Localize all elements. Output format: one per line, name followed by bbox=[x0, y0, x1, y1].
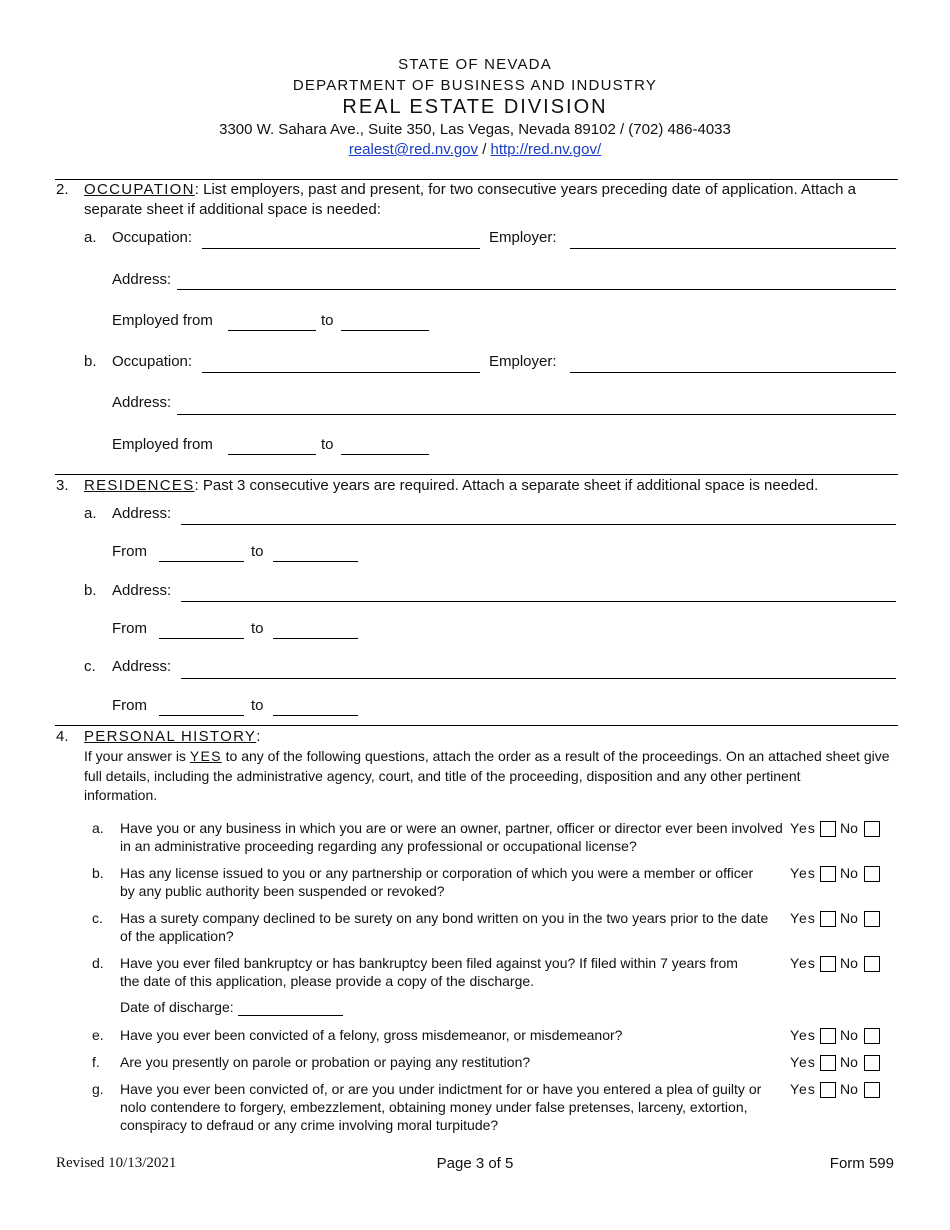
intro-text: If your answer is bbox=[84, 748, 190, 764]
question-text: Has any license issued to you or any partnership or corporation of which you were a member or officer bbox=[120, 865, 754, 881]
yes-checkbox[interactable] bbox=[820, 866, 836, 882]
occupation-b-employer-label: Employer: bbox=[489, 353, 557, 370]
residence-a-address-field[interactable] bbox=[181, 524, 896, 525]
no-label: No bbox=[840, 955, 858, 971]
yes-label: Yes bbox=[790, 1081, 816, 1097]
occupation-b-employer-field[interactable] bbox=[570, 372, 896, 373]
residence-b-to-label: to bbox=[251, 620, 264, 637]
residence-c-address-field[interactable] bbox=[181, 678, 896, 679]
section-divider bbox=[55, 725, 898, 726]
no-label: No bbox=[840, 865, 858, 881]
section-2-heading bbox=[84, 181, 856, 198]
residence-b-letter: b. bbox=[84, 582, 97, 599]
question-text: the date of this application, please provide a copy of the discharge. bbox=[120, 973, 535, 989]
question-letter: f. bbox=[92, 1054, 100, 1070]
no-checkbox[interactable] bbox=[864, 956, 880, 972]
no-label: No bbox=[840, 1081, 858, 1097]
header-links bbox=[0, 141, 950, 158]
no-label: No bbox=[840, 1027, 858, 1043]
no-label: No bbox=[840, 1054, 858, 1070]
residence-c-to-field[interactable] bbox=[273, 715, 358, 716]
residence-b-address-label: Address: bbox=[112, 582, 172, 599]
occupation-b-from-field[interactable] bbox=[228, 454, 316, 455]
residence-a-address-label: Address: bbox=[112, 505, 172, 522]
occupation-b-address-field[interactable] bbox=[177, 414, 896, 415]
date-of-discharge-field[interactable] bbox=[238, 1015, 343, 1016]
question-text: by any public authority been suspended or revoked? bbox=[120, 883, 445, 899]
residence-a-from-label: From bbox=[112, 543, 147, 560]
question-letter: a. bbox=[92, 820, 104, 836]
no-checkbox[interactable] bbox=[864, 1028, 880, 1044]
intro-text: to any of the following questions, attach the order as a result of the proceedings. On an attached sheet give bbox=[221, 748, 890, 764]
date-of-discharge-label: Date of discharge: bbox=[120, 999, 234, 1015]
footer-page: Page 3 of 5 bbox=[436, 1155, 514, 1172]
yes-checkbox[interactable] bbox=[820, 911, 836, 927]
section-divider bbox=[55, 179, 898, 180]
occupation-a-letter: a. bbox=[84, 229, 97, 246]
section-4-number: 4. bbox=[56, 728, 69, 745]
residence-a-to-label: to bbox=[251, 543, 264, 560]
personal-history-title: PERSONAL HISTORY bbox=[84, 728, 257, 745]
occupation-b-employed-from-label: Employed from bbox=[112, 436, 213, 453]
section-3-heading bbox=[84, 477, 818, 494]
personal-history-colon: : bbox=[256, 728, 261, 745]
question-text: in an administrative proceeding regarding any professional or occupational license? bbox=[120, 838, 637, 854]
occupation-b-occupation-field[interactable] bbox=[202, 372, 480, 373]
question-text: Have you ever been convicted of, or are you under indictment for or have you entered a plea of guilty or bbox=[120, 1081, 762, 1097]
email-link[interactable]: realest@red.nv.gov bbox=[348, 141, 479, 158]
residence-b-address-field[interactable] bbox=[181, 601, 896, 602]
yes-checkbox[interactable] bbox=[820, 956, 836, 972]
section-divider bbox=[55, 474, 898, 475]
occupation-a-occupation-label: Occupation: bbox=[112, 229, 193, 246]
no-checkbox[interactable] bbox=[864, 866, 880, 882]
occupation-a-to-field[interactable] bbox=[341, 330, 429, 331]
residence-c-from-field[interactable] bbox=[159, 715, 244, 716]
personal-history-intro bbox=[84, 748, 890, 764]
footer-form: Form 599 bbox=[829, 1155, 894, 1172]
occupation-a-employer-label: Employer: bbox=[489, 229, 557, 246]
question-text: nolo contendere to forgery, embezzlement, obtaining money under false pretenses, larceny, extortion, bbox=[120, 1099, 748, 1115]
question-letter: g. bbox=[92, 1081, 104, 1097]
occupation-b-letter: b. bbox=[84, 353, 97, 370]
no-checkbox[interactable] bbox=[864, 1082, 880, 1098]
question-text: conspiracy to defraud or any crime involving moral turpitude? bbox=[120, 1117, 499, 1133]
yes-label: Yes bbox=[790, 955, 816, 971]
occupation-a-address-label: Address: bbox=[112, 271, 172, 288]
occupation-b-to-field[interactable] bbox=[341, 454, 429, 455]
yes-checkbox[interactable] bbox=[820, 1055, 836, 1071]
question-text: Are you presently on parole or probation or paying any restitution? bbox=[120, 1054, 531, 1070]
question-text: Have you or any business in which you are or were an owner, partner, officer or director ever been involved bbox=[120, 820, 783, 836]
occupation-a-employed-from-label: Employed from bbox=[112, 312, 213, 329]
residence-c-letter: c. bbox=[84, 658, 96, 675]
occupation-a-address-field[interactable] bbox=[177, 289, 896, 290]
no-checkbox[interactable] bbox=[864, 911, 880, 927]
personal-history-intro-2: full details, including the administrative agency, court, and title of the proceeding, disposition and any other pertinent bbox=[84, 768, 801, 784]
residence-c-from-label: From bbox=[112, 697, 147, 714]
yes-label: Yes bbox=[790, 910, 816, 926]
occupation-b-occupation-label: Occupation: bbox=[112, 353, 193, 370]
question-text: Has a surety company declined to be surety on any bond written on you in the two years prior to the date bbox=[120, 910, 769, 926]
yes-label: Yes bbox=[790, 1027, 816, 1043]
header-division: REAL ESTATE DIVISION bbox=[342, 96, 608, 118]
occupation-a-from-field[interactable] bbox=[228, 330, 316, 331]
occupation-a-employer-field[interactable] bbox=[570, 248, 896, 249]
question-text: Have you ever been convicted of a felony, gross misdemeanor, or misdemeanor? bbox=[120, 1027, 623, 1043]
occupation-intro: : List employers, past and present, for two consecutive years preceding date of application. Attach a bbox=[194, 181, 856, 198]
occupation-intro-2: separate sheet if additional space is needed: bbox=[84, 201, 381, 218]
occupation-title: OCCUPATION bbox=[84, 181, 195, 198]
occupation-b-to-label: to bbox=[321, 436, 334, 453]
yes-label: Yes bbox=[790, 820, 816, 836]
residences-intro: : Past 3 consecutive years are required. Attach a separate sheet if additional space is needed. bbox=[194, 477, 819, 494]
residence-c-address-label: Address: bbox=[112, 658, 172, 675]
occupation-a-occupation-field[interactable] bbox=[202, 248, 480, 249]
no-label: No bbox=[840, 820, 858, 836]
no-checkbox[interactable] bbox=[864, 1055, 880, 1071]
footer-revised: Revised 10/13/2021 bbox=[56, 1155, 177, 1171]
question-letter: c. bbox=[92, 910, 103, 926]
residence-c-to-label: to bbox=[251, 697, 264, 714]
residences-title: RESIDENCES bbox=[84, 477, 195, 494]
residence-b-from-label: From bbox=[112, 620, 147, 637]
link-separator: / bbox=[482, 141, 487, 158]
yes-checkbox[interactable] bbox=[820, 1082, 836, 1098]
no-label: No bbox=[840, 910, 858, 926]
residence-a-from-field[interactable] bbox=[159, 561, 244, 562]
section-2-number: 2. bbox=[56, 181, 69, 198]
question-letter: b. bbox=[92, 865, 104, 881]
residence-b-to-field[interactable] bbox=[273, 638, 358, 639]
question-letter: d. bbox=[92, 955, 104, 971]
question-letter: e. bbox=[92, 1027, 104, 1043]
yes-label: Yes bbox=[790, 1054, 816, 1070]
website-link[interactable]: http://red.nv.gov/ bbox=[490, 141, 602, 158]
question-text: of the application? bbox=[120, 928, 234, 944]
header-address: 3300 W. Sahara Ave., Suite 350, Las Vegas, Nevada 89102 / (702) 486-4033 bbox=[219, 121, 731, 138]
header-department: DEPARTMENT OF BUSINESS AND INDUSTRY bbox=[292, 77, 658, 94]
question-text: Have you ever filed bankruptcy or has bankruptcy been filed against you? If filed within 7 years from bbox=[120, 955, 738, 971]
yes-label: Yes bbox=[790, 865, 816, 881]
yes-checkbox[interactable] bbox=[820, 821, 836, 837]
no-checkbox[interactable] bbox=[864, 821, 880, 837]
section-4-heading bbox=[84, 728, 260, 745]
section-3-number: 3. bbox=[56, 477, 69, 494]
residence-b-from-field[interactable] bbox=[159, 638, 244, 639]
intro-yes-emphasis: YES bbox=[189, 748, 222, 764]
occupation-b-address-label: Address: bbox=[112, 394, 172, 411]
personal-history-intro-3: information. bbox=[84, 787, 158, 803]
yes-checkbox[interactable] bbox=[820, 1028, 836, 1044]
residence-a-letter: a. bbox=[84, 505, 97, 522]
occupation-a-to-label: to bbox=[321, 312, 334, 329]
header-state: STATE OF NEVADA bbox=[398, 56, 552, 73]
residence-a-to-field[interactable] bbox=[273, 561, 358, 562]
